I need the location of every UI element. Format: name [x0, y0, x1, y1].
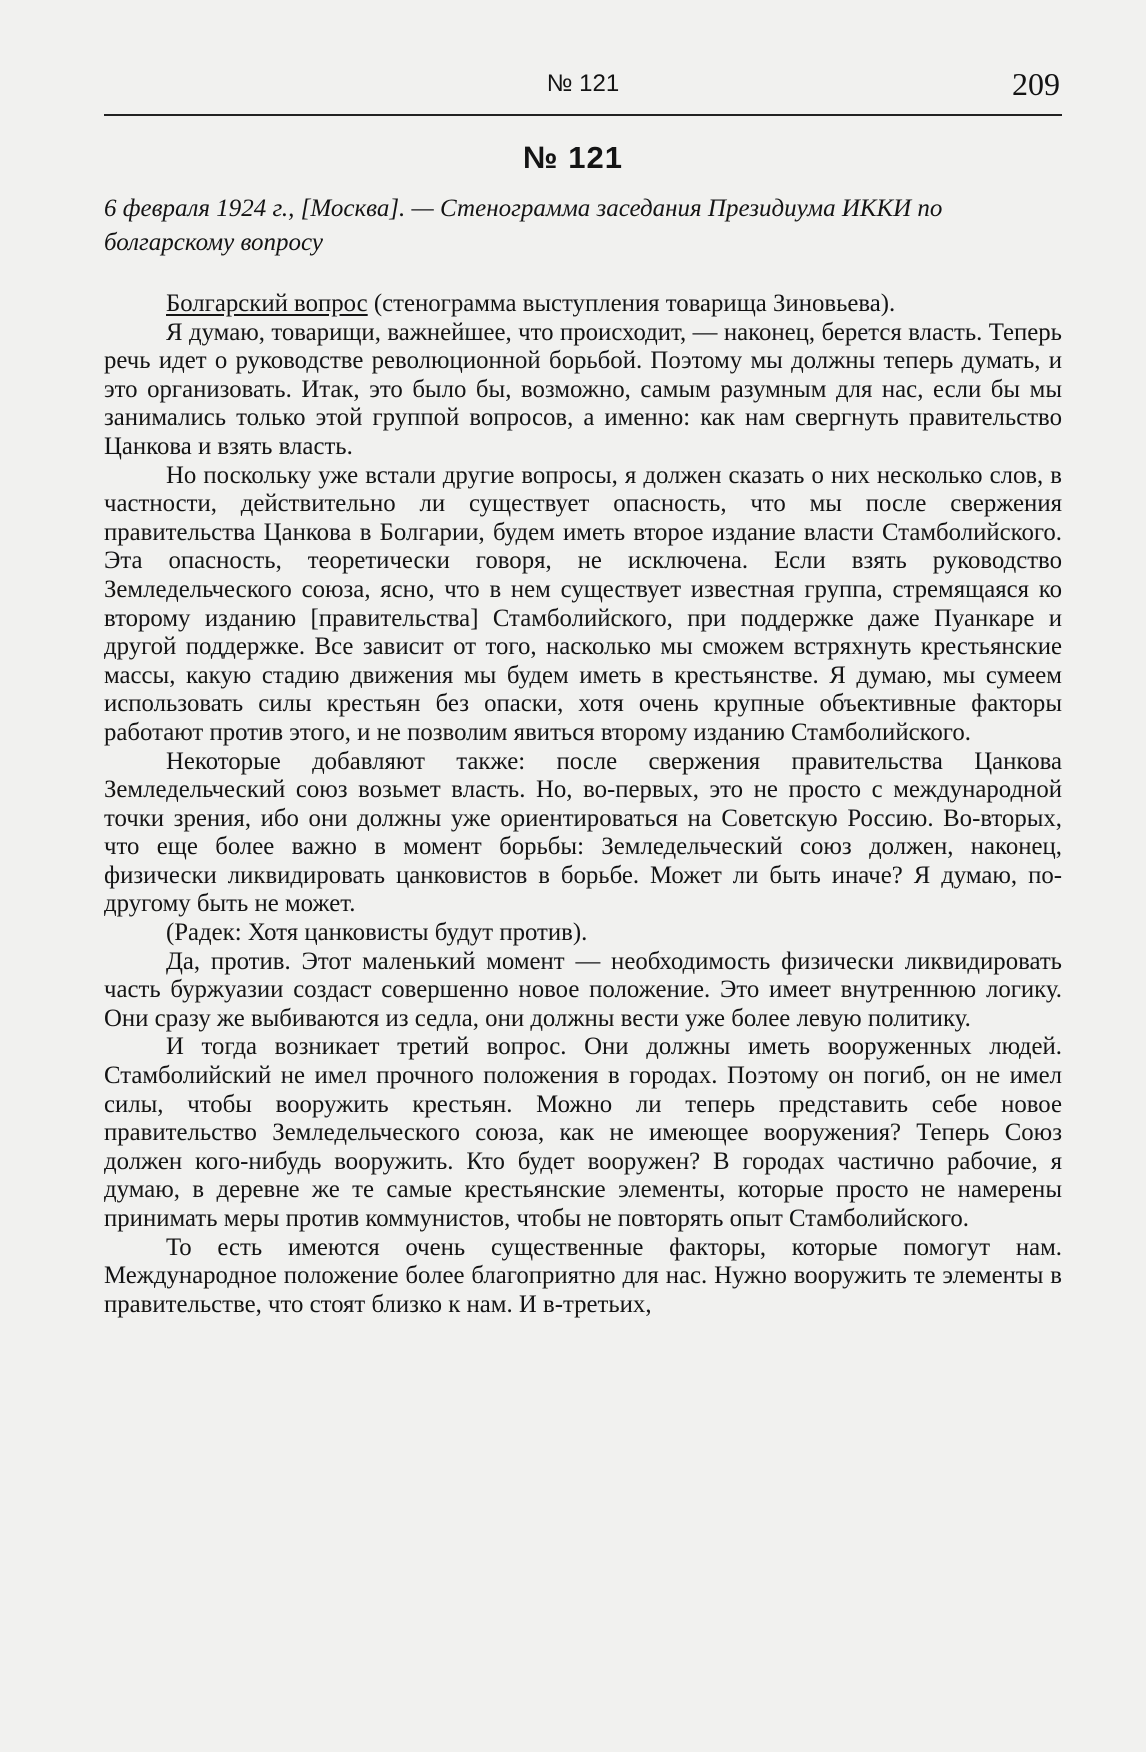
paragraph-text: (стенограмма выступления товарища Зиновьева).	[367, 290, 896, 317]
transcript-body	[104, 290, 1062, 1319]
paragraph: И тогда возникает третий вопрос. Они должны иметь вооруженных людей. Стамболийский не имел прочного положения в городах. Поэтому он погиб, он не имел силы, чтобы вооружить крестьян. Можно ли теперь представить себе новое правительство Земледельческого союза, как не имеющее вооружения? Теперь Союз должен кого-нибудь вооружить. Кто будет вооружен? В городах частично рабочие, я думаю, в деревне же те самые крестьянские элементы, которые просто не намерены принимать меры против коммунистов, чтобы не повторять опыт Стамболийского.	[104, 1033, 1062, 1232]
running-header	[104, 64, 1062, 116]
paragraph: То есть имеются очень существенные факторы, которые помогут нам. Международное положение более благоприятно для нас. Нужно вооружить те элементы в правительстве, что стоят близко к нам. И в-третьих,	[104, 1233, 1062, 1318]
paragraph: Да, против. Этот маленький момент — необходимость физически ликвидировать часть буржуазии создаст совершенно новое положение. Это имеет внутреннюю логику. Они сразу же выбиваются из седла, они должны вести уже более левую политику.	[104, 947, 1062, 1032]
document-number: № 121	[523, 140, 623, 175]
paragraph: Но поскольку уже встали другие вопросы, я должен сказать о них несколько слов, в частности, действительно ли существует опасность, что мы после свержения правительства Цанкова в Болгарии, будем иметь второе издание власти Стамболийского. Эта опасность, теоретически говоря, не исключена. Если взять руководство Земледельческого союза, ясно, что в нем существует известная группа, стремящаяся ко второму изданию [правительства] Стамболийского, при поддержке даже Пуанкаре и другой поддержке. Все зависит от того, насколько мы сможем встряхнуть крестьянские массы, какую стадию движения мы будем иметь в крестьянстве. Я думаю, мы сумеем использовать силы крестьян без опаски, хотя очень крупные объективные факторы работают против этого, и не позволим явиться второму изданию Стамболийского.	[104, 461, 1062, 746]
paragraph: (Радек: Хотя цанковисты будут против).	[166, 919, 588, 947]
page-number: 209	[1012, 66, 1060, 102]
paragraph	[104, 290, 1062, 319]
paragraph: Некоторые добавляют также: после свержения правительства Цанкова Земледельческий союз возьмет власть. Но, во-первых, это не просто с международной точки зрения, ибо они должны уже ориентироваться на Советскую Россию. Во-вторых, что еще более важно в момент борьбы: Земледельческий союз должен, наконец, физически ликвидировать цанковистов в борьбе. Может ли быть иначе? Я думаю, по-другому быть не может.	[104, 747, 1062, 918]
running-title: № 121	[546, 70, 620, 97]
document-subtitle: 6 февраля 1924 г., [Москва]. — Стенограмма заседания Президиума ИККИ по болгарскому вопросу	[104, 195, 943, 256]
topic-heading: Болгарский вопрос	[166, 290, 368, 317]
paragraph: Я думаю, товарищи, важнейшее, что происходит, — наконец, берется власть. Теперь речь идет о руководстве революционной борьбой. Поэтому мы должны теперь думать, и это организовать. Итак, это было бы, возможно, самым разумным для нас, если бы мы занимались только этой группой вопросов, а именно: как нам свергнуть правительство Цанкова и взять власть.	[104, 318, 1062, 460]
